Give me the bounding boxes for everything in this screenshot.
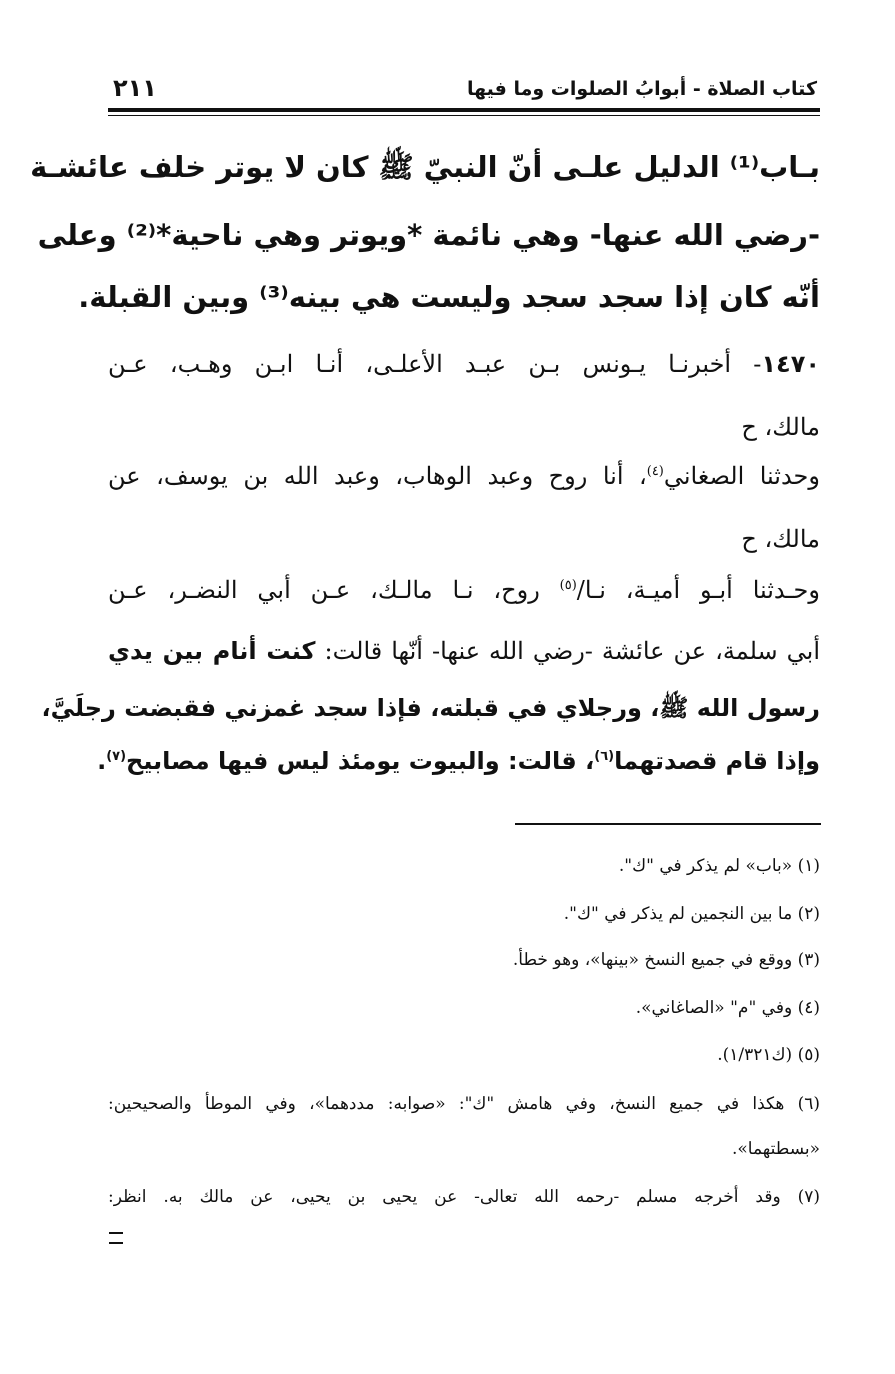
footnote-6-continued: «بسطتهما». xyxy=(731,1139,820,1159)
hadith-line-6 xyxy=(108,637,820,665)
heading-line-3: أنّه كان إذا سجد سجد وليست هي بينه⁽³⁾ وبين القبلة. xyxy=(78,280,820,314)
hadith-line-7: رسول الله ﷺ، ورجلاي في قبلته، فإذا سجد غمزني فقبضت رجلَيَّ، xyxy=(41,694,820,722)
running-header xyxy=(105,74,817,104)
continuation-mark xyxy=(109,1232,123,1244)
footnote-2: (٢) ما بين النجمين لم يذكر في "ك". xyxy=(563,904,820,924)
footnote-4: (٤) وفي "م" «الصاغاني». xyxy=(635,998,820,1018)
hadith-line-8-b: ، قالت: والبيوت يومئذ ليس فيها مصابيح xyxy=(126,747,595,775)
footnote-5: (٥) (ك١/٣٢١). xyxy=(717,1045,820,1065)
page-number: ٢١١ xyxy=(113,74,157,102)
hadith-line-3 xyxy=(108,462,820,490)
footnote-1: (١) «باب» لم يذكر في "ك". xyxy=(618,856,820,876)
hadith-number: ١٤٧٠ xyxy=(761,350,820,378)
footnote-6: (٦) هكذا في جميع النسخ، وفي هامش "ك": «صوابه: مددهما»، وفي الموطأ والصحيحين: xyxy=(108,1094,820,1114)
footnote-ref-6: (٦) xyxy=(594,749,615,764)
hadith-line-5-a: وحـدثنا أبـو أميـة، نـا/ xyxy=(576,576,820,604)
footnote-7: (٧) وقد أخرجه مسلم -رحمه الله تعالى- عن يحيى بن يحيى، عن مالك به. انظر: xyxy=(108,1187,820,1207)
heading-line-1: بـاب⁽¹⁾ الدليل علـى أنّ النبيّ ﷺ كان لا يوتر خلف عائشـة xyxy=(30,150,820,184)
hadith-line-3-b: ، أنا روح وعبد الوهاب، وعبد الله بن يوسف، عن xyxy=(108,462,647,490)
header-rule-thin xyxy=(108,115,820,116)
hadith-line-4: مالك، ح xyxy=(741,525,820,553)
hadith-line-5 xyxy=(108,576,820,604)
hadith-line-1 xyxy=(108,350,820,378)
footnote-separator xyxy=(515,823,821,825)
hadith-line-8-end: . xyxy=(97,747,107,775)
hadith-line-5-b: روح، نـا مالـك، عـن أبي النضـر، عـن xyxy=(108,576,560,604)
footnote-3: (٣) ووقع في جميع النسخ «بينها»، وهو خطأ. xyxy=(512,950,820,970)
hadith-line-8 xyxy=(97,747,820,775)
hadith-line-3-a: وحدثنا الصغاني xyxy=(663,462,820,490)
header-rule-thick xyxy=(108,108,820,112)
running-header-title: كتاب الصلاة - أبوابُ الصلوات وما فيها xyxy=(466,78,817,100)
hadith-line-8-a: وإذا قام قصدتهما xyxy=(614,747,820,775)
hadith-line-1-text: - أخبرنـا يـونس بـن عبـد الأعلـى، أنـا ابـن وهـب، عـن xyxy=(108,350,762,378)
footnote-ref-4: (٤) xyxy=(646,464,664,479)
footnote-ref-5: (٥) xyxy=(559,578,577,593)
footnote-ref-7: (٧) xyxy=(106,749,127,764)
hadith-line-6-b: كنت أنام بين يدي xyxy=(108,637,316,665)
hadith-line-2: مالك، ح xyxy=(741,413,820,441)
hadith-line-6-a: أبي سلمة، عن عائشة -رضي الله عنها- أنّها قالت: xyxy=(315,637,820,665)
heading-line-2: -رضي الله عنها- وهي نائمة *ويوتر وهي ناحية*⁽²⁾ وعلى xyxy=(37,218,820,252)
